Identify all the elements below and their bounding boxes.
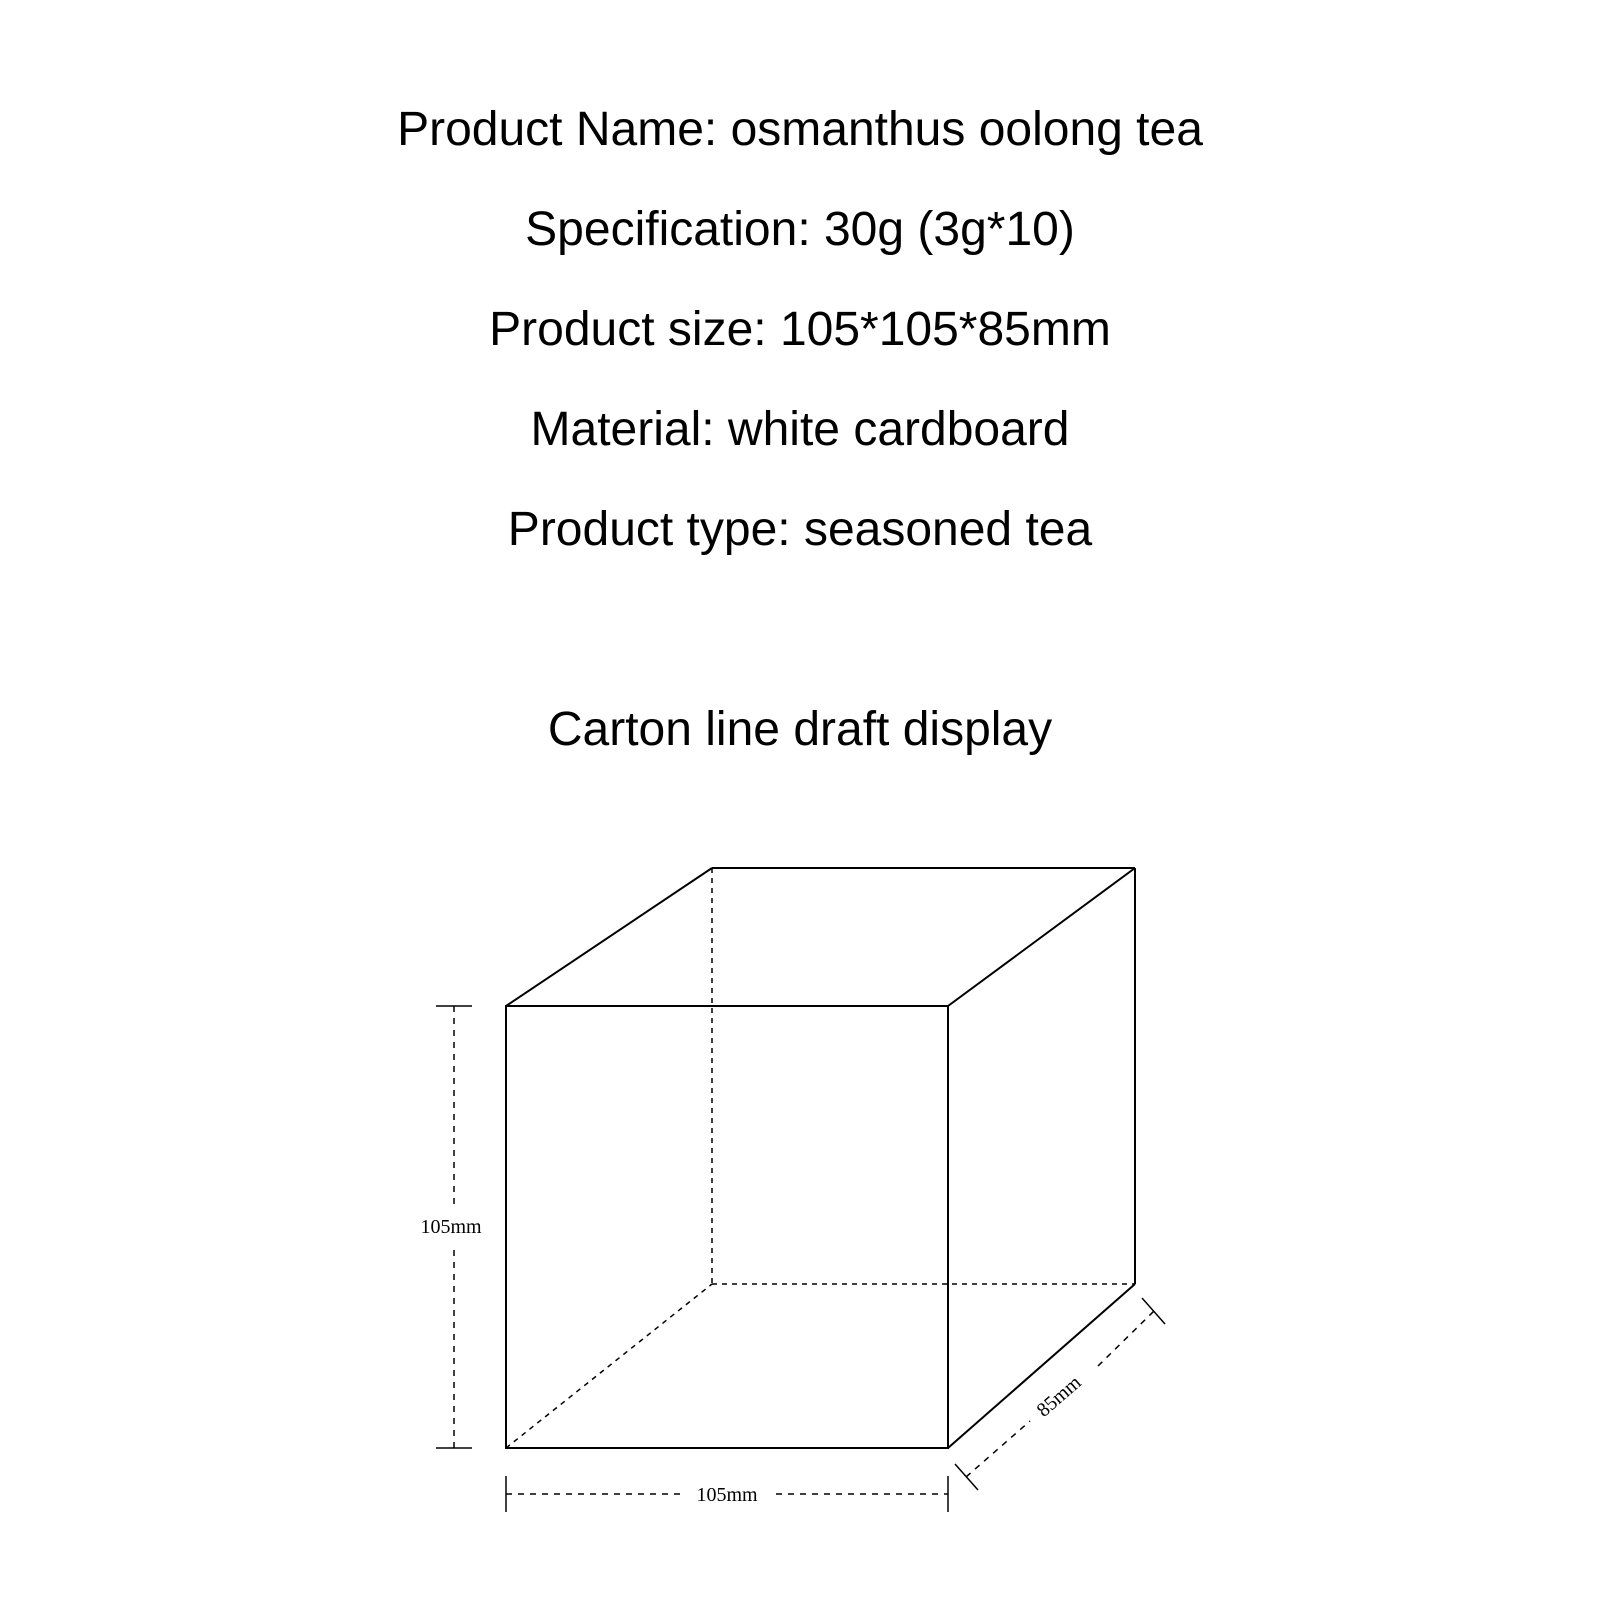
depth-label: 85mm [1032,1371,1086,1422]
hidden-bottom-left [506,1284,712,1448]
product-name-text: Product Name: osmanthus oolong tea [397,103,1203,156]
box-bottom-right-edge [948,1284,1135,1448]
depth-dashed-back [1098,1311,1154,1366]
box-front-face [506,1006,948,1448]
material-text: Material: white cardboard [530,403,1070,456]
depth-dashed-front [966,1421,1030,1477]
width-label: 105mm [696,1484,758,1506]
box-hidden-edges [506,868,1135,1448]
diagram-title: Carton line draft display [547,703,1053,756]
product-type-text: Product type: seasoned tea [507,503,1093,556]
height-label: 105mm [420,1216,482,1238]
box-top-right-edge [948,868,1135,1006]
box-solid-edges [506,868,1135,1448]
box-top-left-edge [506,868,712,1006]
specification-text: Specification: 30g (3g*10) [525,203,1075,256]
product-size-text: Product size: 105*105*85mm [489,303,1111,356]
depth-tick-back [1142,1298,1165,1324]
